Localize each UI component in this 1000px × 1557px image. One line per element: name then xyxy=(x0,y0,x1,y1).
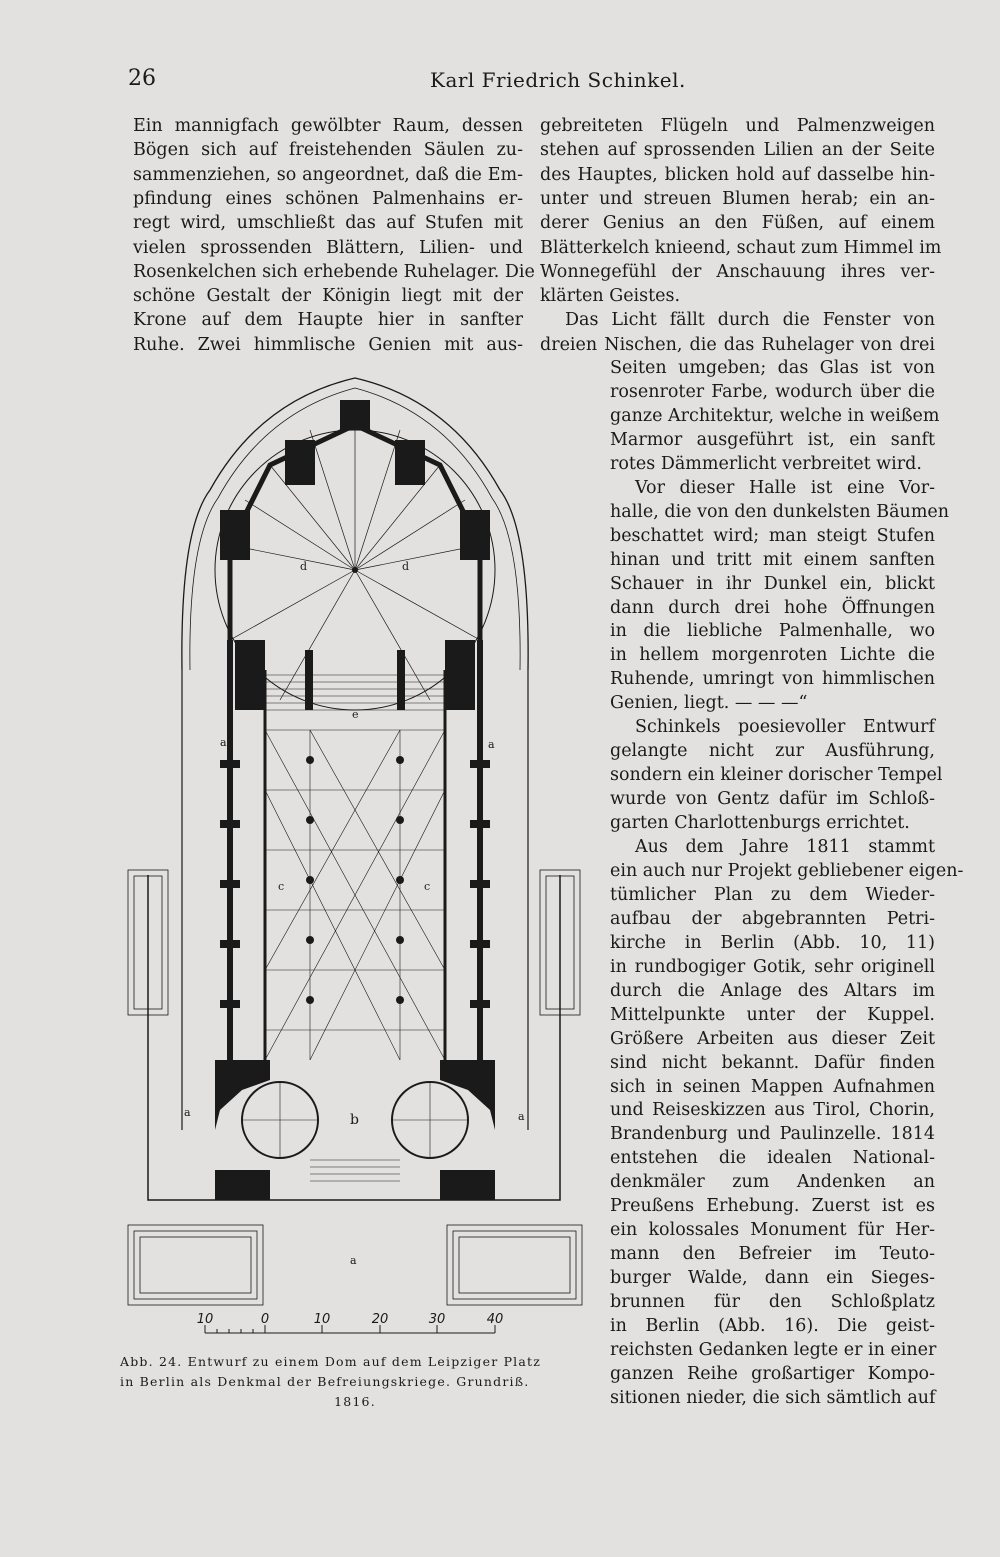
text-line: Das Licht fällt durch die Fenster von xyxy=(565,310,935,331)
text-line: regt wird, umschließt das auf Stufen mit xyxy=(133,213,523,234)
plan-label-c-left: c xyxy=(278,880,285,893)
text-line: wurde von Gentz dafür im Schloß- xyxy=(610,789,935,810)
plan-label-a-upper-left: a xyxy=(220,736,227,749)
plan-label-e: e xyxy=(352,708,359,721)
text-line: Ruhende, umringt von himmlischen xyxy=(610,669,935,690)
text-line: in rundbogiger Gotik, sehr originell xyxy=(610,956,935,977)
running-title: Karl Friedrich Schinkel. xyxy=(430,68,686,92)
text-line: ein kolossales Monument für Her- xyxy=(610,1220,935,1241)
text-line: Ein mannigfach gewölbter Raum, dessen xyxy=(133,116,523,136)
text-line: Aus dem Jahre 1811 stammt xyxy=(635,837,935,857)
scale-label: 30 xyxy=(428,1312,446,1327)
plan-label-a-upper-right: a xyxy=(488,738,495,751)
text-line: rosenroter Farbe, wodurch über die xyxy=(610,381,935,402)
plan-label-a-right: a xyxy=(518,1110,525,1123)
scale-label: 40 xyxy=(486,1312,504,1327)
text-line: brunnen für den Schloßplatz xyxy=(610,1292,935,1313)
text-line: sammenziehen, so angeordnet, daß die Em- xyxy=(133,164,523,185)
scale-label: 0 xyxy=(260,1312,270,1327)
text-line: mann den Befreier im Teuto- xyxy=(610,1244,935,1265)
text-line: dann durch drei hohe Öffnungen xyxy=(610,597,935,618)
text-line: dreien Nischen, die das Ruhelager von drei xyxy=(540,334,935,355)
text-line: in Berlin (Abb. 16). Die geist- xyxy=(610,1316,935,1336)
text-line: des Hauptes, blicken hold auf dasselbe hin- xyxy=(540,164,935,185)
text-line: in die liebliche Palmenhalle, wo xyxy=(610,621,935,642)
figure-caption-line: in Berlin als Denkmal der Befreiungskriege. Grundriß. xyxy=(120,1374,530,1389)
text-line: in hellem morgenroten Lichte die xyxy=(610,645,935,666)
text-line: ganzen Reihe großartiger Kompo- xyxy=(610,1363,935,1384)
scale-label: 10 xyxy=(313,1312,331,1327)
plan-label-b: b xyxy=(350,1112,359,1128)
text-line: halle, die von den dunkelsten Bäumen xyxy=(610,501,950,522)
figure-caption-line: Abb. 24. Entwurf zu einem Dom auf dem Leipziger Platz xyxy=(120,1354,542,1369)
text-line: Schinkels poesievoller Entwurf xyxy=(635,717,935,738)
text-line: sondern ein kleiner dorischer Tempel xyxy=(610,765,943,786)
text-line: Krone auf dem Haupte hier in sanfter xyxy=(133,310,523,331)
text-line: Rosenkelchen sich erhebende Ruhelager. Die xyxy=(133,261,535,282)
text-line: Wonnegefühl der Anschauung ihres ver- xyxy=(540,261,935,282)
text-line: unter und streuen Blumen herab; ein an- xyxy=(540,188,935,209)
scale-label: 20 xyxy=(371,1312,389,1327)
text-line: Vor dieser Halle ist eine Vor- xyxy=(635,477,935,498)
text-line: Größere Arbeiten aus dieser Zeit xyxy=(610,1028,935,1049)
text-line: gebreiteten Flügeln und Palmenzweigen xyxy=(540,116,935,136)
text-line: hinan und tritt mit einem sanften xyxy=(610,549,935,570)
text-line: garten Charlottenburgs errichtet. xyxy=(610,813,910,834)
text-line: schöne Gestalt der Königin liegt mit der xyxy=(133,286,523,307)
text-line: Blätterkelch knieend, schaut zum Himmel im xyxy=(540,237,942,258)
text-line: beschattet wird; man steigt Stufen xyxy=(610,525,935,546)
text-line: Brandenburg und Paulinzelle. 1814 xyxy=(610,1124,935,1145)
text-line: entstehen die idealen National- xyxy=(610,1148,935,1169)
text-line: ein auch nur Projekt gebliebener eigen- xyxy=(610,860,964,881)
figure-caption-year: 1816. xyxy=(334,1394,376,1409)
floor-plan-figure xyxy=(120,370,590,1355)
page-number: 26 xyxy=(128,66,156,91)
text-line: aufbau der abgebrannten Petri- xyxy=(610,908,935,929)
text-line: Mittelpunkte unter der Kuppel. xyxy=(610,1004,935,1025)
plan-label-c-right: c xyxy=(424,880,431,893)
text-line: klärten Geistes. xyxy=(540,286,681,307)
plan-label-a-bottom: a xyxy=(350,1254,357,1267)
text-line: Genien, liegt. — — —“ xyxy=(610,693,808,714)
text-line: Schauer in ihr Dunkel ein, blickt xyxy=(610,573,935,594)
text-line: Ruhe. Zwei himmlische Genien mit aus- xyxy=(133,334,523,355)
text-line: sich in seinen Mappen Aufnahmen xyxy=(610,1076,935,1097)
text-line: Marmor ausgeführt ist, ein sanft xyxy=(610,429,935,450)
plan-label-a-left: a xyxy=(184,1106,191,1119)
text-line: reichsten Gedanken legte er in einer xyxy=(610,1339,937,1360)
scale-label: 10 xyxy=(196,1312,214,1327)
text-line: ganze Architektur, welche in weißem xyxy=(610,405,940,426)
text-line: pfindung eines schönen Palmenhains er- xyxy=(133,188,523,209)
text-line: derer Genius an den Füßen, auf einem xyxy=(540,213,935,234)
text-line: burger Walde, dann ein Sieges- xyxy=(610,1268,935,1289)
text-line: vielen sprossenden Blättern, Lilien- und xyxy=(133,237,523,258)
text-line: durch die Anlage des Altars im xyxy=(610,980,935,1001)
text-line: gelangte nicht zur Ausführung, xyxy=(610,741,935,762)
text-line: kirche in Berlin (Abb. 10, 11) xyxy=(610,932,935,953)
text-line: Preußens Erhebung. Zuerst ist es xyxy=(610,1196,935,1217)
text-line: sind nicht bekannt. Dafür finden xyxy=(610,1052,935,1073)
plan-label-d-left: d xyxy=(300,560,308,573)
text-line: Seiten umgeben; das Glas ist von xyxy=(610,358,935,378)
text-line: denkmäler zum Andenken an xyxy=(610,1172,935,1193)
text-line: stehen auf sprossenden Lilien an der Seite xyxy=(540,140,935,161)
text-line: und Reiseskizzen aus Tirol, Chorin, xyxy=(610,1100,935,1121)
text-line: tümlicher Plan zu dem Wieder- xyxy=(610,884,935,905)
plan-label-d-right: d xyxy=(402,560,410,573)
text-line: sitionen nieder, die sich sämtlich auf xyxy=(610,1387,936,1408)
text-line: rotes Dämmerlicht verbreitet wird. xyxy=(610,453,922,474)
text-line: Bögen sich auf freistehenden Säulen zu- xyxy=(133,140,523,161)
